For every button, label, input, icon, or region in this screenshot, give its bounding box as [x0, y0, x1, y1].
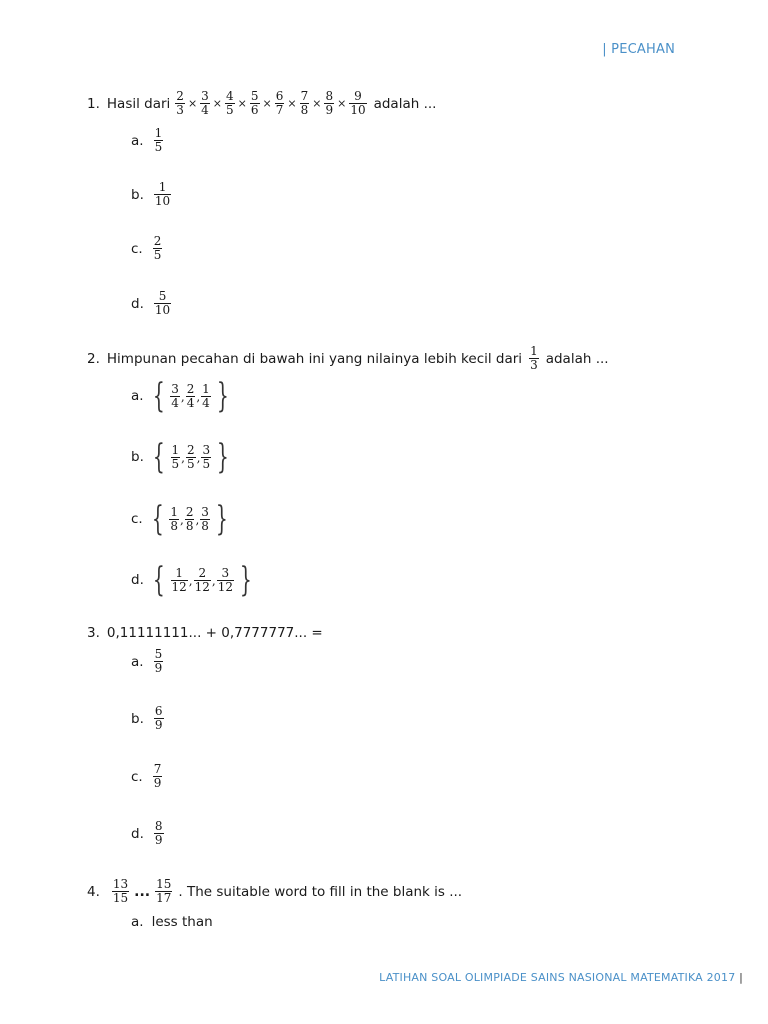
- question-text: Himpunan pecahan di bawah ini yang nilainya lebih kecil dari: [106, 350, 523, 367]
- numerator: 5: [158, 289, 167, 303]
- denominator: 5: [202, 456, 211, 471]
- comma: ,: [188, 574, 193, 588]
- numerator: 8: [154, 819, 163, 833]
- fraction: [153, 235, 163, 262]
- option-b[interactable]: [131, 705, 165, 732]
- option-label: d.: [131, 572, 144, 588]
- header-section-label: | PECAHAN: [602, 42, 675, 57]
- numerator: 1: [175, 565, 183, 580]
- comma: ,: [196, 451, 201, 465]
- times-sign: ×: [337, 97, 347, 110]
- option-label: d.: [131, 295, 144, 312]
- question-text: Hasil dari: [106, 95, 171, 112]
- fraction: [225, 90, 235, 117]
- blank-dots: ...: [134, 883, 151, 900]
- numerator: 9: [354, 89, 362, 103]
- option-b[interactable]: [131, 437, 234, 477]
- fraction: [154, 648, 164, 675]
- footer-title: LATIHAN SOAL OLIMPIADE SAINS NASIONAL MATEMATIKA 2017: [379, 971, 736, 984]
- left-brace: {: [152, 437, 165, 477]
- times-sign: ×: [312, 97, 322, 110]
- fraction: [200, 506, 210, 533]
- option-d[interactable]: [131, 560, 257, 600]
- denominator: 12: [194, 579, 210, 594]
- times-sign: ×: [237, 97, 247, 110]
- denominator: 9: [153, 776, 162, 790]
- option-text: less than: [151, 914, 213, 930]
- fraction: [175, 90, 185, 117]
- fraction: [155, 878, 172, 905]
- numerator: 1: [530, 344, 538, 358]
- denominator: 7: [275, 103, 284, 117]
- times-sign: ×: [287, 97, 297, 110]
- denominator: 5: [186, 456, 195, 471]
- question-number: 3.: [87, 625, 100, 641]
- denominator: 12: [171, 579, 187, 594]
- right-brace: }: [216, 437, 229, 477]
- question-text: 0,11111111... + 0,7777777... =: [106, 625, 323, 641]
- option-a[interactable]: [131, 914, 213, 930]
- fraction: [154, 290, 171, 317]
- denominator: 9: [154, 833, 163, 847]
- numerator: 7: [153, 762, 162, 776]
- option-label: a.: [131, 132, 144, 149]
- option-b[interactable]: [131, 181, 172, 208]
- question-text-suffix: adalah ...: [373, 95, 437, 112]
- numerator: 3: [202, 442, 211, 457]
- right-brace: }: [215, 499, 228, 539]
- option-d[interactable]: [131, 820, 165, 847]
- question-number: 4.: [87, 883, 100, 900]
- numerator: 1: [158, 180, 167, 194]
- option-label: b.: [131, 186, 144, 203]
- numerator: 13: [112, 877, 129, 891]
- option-label: b.: [131, 710, 144, 727]
- fraction: [300, 90, 310, 117]
- option-a[interactable]: [131, 376, 233, 416]
- times-sign: ×: [187, 97, 198, 110]
- left-brace: {: [152, 560, 165, 600]
- option-label: c.: [131, 511, 143, 527]
- fraction: [154, 820, 164, 847]
- fraction: [154, 705, 164, 732]
- numerator: 1: [171, 442, 180, 457]
- option-d[interactable]: [131, 290, 172, 317]
- numerator: 3: [201, 89, 209, 103]
- denominator: 8: [300, 103, 309, 117]
- option-c[interactable]: [131, 235, 163, 262]
- denominator: 4: [201, 103, 209, 117]
- numerator: 6: [275, 89, 284, 103]
- fraction-set: [148, 376, 234, 416]
- fraction-set: [148, 437, 234, 477]
- question-text-suffix: adalah ...: [545, 350, 609, 367]
- denominator: 9: [154, 661, 163, 675]
- numerator: 1: [154, 126, 163, 140]
- option-label: a.: [131, 914, 144, 930]
- option-c[interactable]: [131, 763, 163, 790]
- denominator: 17: [156, 891, 172, 905]
- denominator: 4: [186, 395, 195, 410]
- option-label: a.: [131, 388, 144, 404]
- fraction: [324, 90, 334, 117]
- fraction-set: [148, 560, 257, 600]
- fraction-set: [147, 499, 233, 539]
- fraction: [153, 763, 163, 790]
- numerator: 1: [170, 504, 178, 519]
- right-brace: }: [216, 376, 229, 416]
- comma: ,: [196, 390, 201, 404]
- comma: ,: [180, 390, 185, 404]
- comma: ,: [211, 574, 216, 588]
- times-sign: ×: [262, 97, 272, 110]
- numerator: 5: [154, 647, 163, 661]
- fraction: [186, 383, 196, 410]
- fraction: [112, 878, 129, 905]
- fraction: [349, 90, 366, 117]
- fraction: [186, 444, 196, 471]
- fraction: [170, 383, 180, 410]
- fraction: [250, 90, 260, 117]
- numerator: 7: [300, 89, 309, 103]
- option-a[interactable]: [131, 648, 164, 675]
- question-text: . The suitable word to fill in the blank is ...: [178, 883, 463, 900]
- product-expression: [174, 90, 367, 117]
- left-brace: {: [151, 499, 164, 539]
- denominator: 5: [153, 248, 162, 262]
- option-label: c.: [131, 240, 143, 257]
- comma: ,: [195, 513, 200, 527]
- denominator: 9: [154, 718, 163, 732]
- fraction: [275, 90, 285, 117]
- numerator: 2: [198, 565, 207, 580]
- denominator: 3: [176, 103, 184, 117]
- comma: ,: [180, 513, 184, 527]
- fraction: [201, 444, 211, 471]
- numerator: 2: [176, 89, 184, 103]
- left-brace: {: [152, 376, 165, 416]
- denominator: 10: [154, 194, 171, 208]
- denominator: 5: [171, 456, 180, 471]
- denominator: 6: [250, 103, 259, 117]
- question-4-stem: [87, 878, 462, 905]
- question-2-stem: [87, 345, 609, 372]
- footer-bar: |: [739, 971, 743, 984]
- fraction: [194, 567, 211, 594]
- numerator: 15: [156, 877, 172, 891]
- comma: ,: [181, 451, 185, 465]
- numerator: 3: [171, 381, 179, 396]
- option-label: b.: [131, 449, 144, 465]
- numerator: 3: [221, 565, 230, 580]
- numerator: 2: [185, 504, 194, 519]
- denominator: 10: [154, 303, 171, 317]
- denominator: 8: [185, 518, 194, 533]
- fraction: [185, 506, 195, 533]
- denominator: 10: [350, 103, 366, 117]
- numerator: 5: [250, 89, 259, 103]
- numerator: 2: [153, 234, 162, 248]
- question-1-stem: [87, 90, 436, 117]
- fraction: [169, 506, 179, 533]
- footer: [379, 971, 743, 984]
- numerator: 2: [186, 442, 195, 457]
- times-sign: ×: [212, 97, 223, 110]
- numerator: 1: [202, 381, 210, 396]
- denominator: 8: [170, 518, 178, 533]
- denominator: 8: [201, 518, 209, 533]
- fraction: [171, 444, 181, 471]
- denominator: 12: [217, 579, 234, 594]
- fraction: [171, 567, 188, 594]
- question-number: 1.: [87, 95, 100, 112]
- numerator: 4: [226, 89, 234, 103]
- fraction: [154, 181, 171, 208]
- denominator: 4: [171, 395, 179, 410]
- numerator: 8: [325, 89, 334, 103]
- option-label: d.: [131, 825, 144, 842]
- option-label: a.: [131, 653, 144, 670]
- fraction: [529, 345, 539, 372]
- question-number: 2.: [87, 350, 100, 367]
- fraction: [201, 383, 211, 410]
- denominator: 4: [202, 395, 210, 410]
- fraction: [200, 90, 210, 117]
- numerator: 6: [154, 704, 163, 718]
- denominator: 9: [325, 103, 334, 117]
- option-c[interactable]: [131, 499, 233, 539]
- option-label: c.: [131, 768, 143, 785]
- denominator: 3: [530, 358, 538, 372]
- denominator: 15: [112, 891, 129, 905]
- numerator: 3: [201, 504, 209, 519]
- question-3-stem: [87, 625, 323, 641]
- option-a[interactable]: [131, 127, 164, 154]
- denominator: 5: [154, 140, 163, 154]
- right-brace: }: [239, 560, 252, 600]
- numerator: 2: [186, 381, 195, 396]
- fraction: [217, 567, 234, 594]
- fraction: [154, 127, 164, 154]
- denominator: 5: [226, 103, 234, 117]
